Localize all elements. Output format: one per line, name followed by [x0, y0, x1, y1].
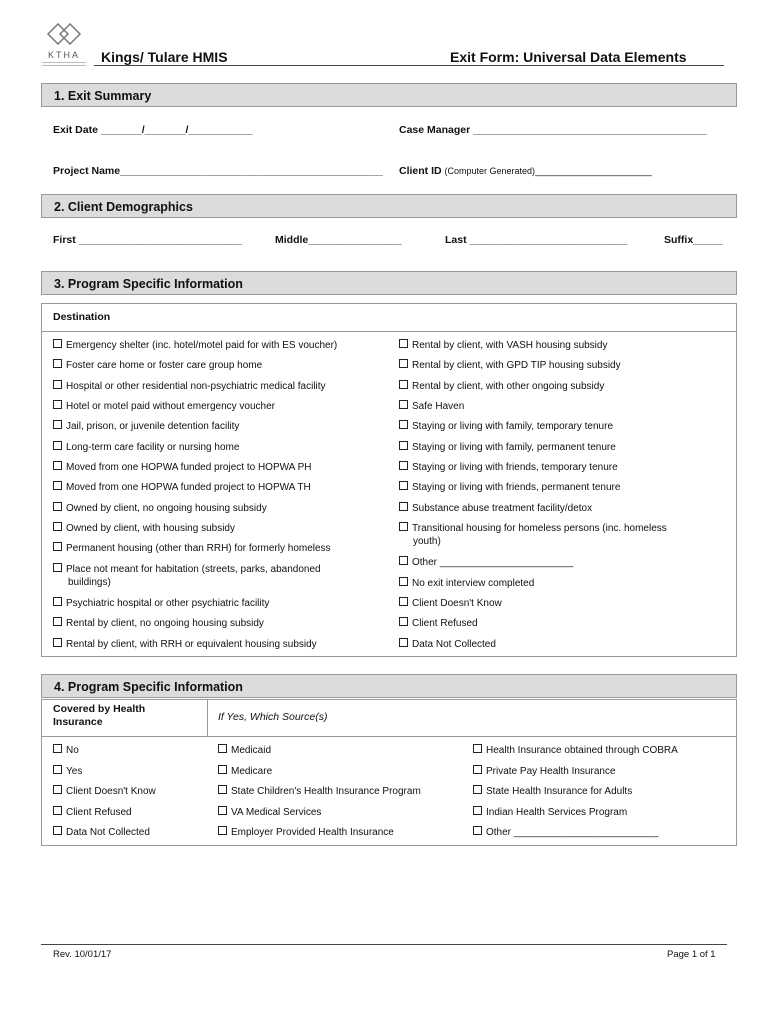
section-program-specific-3 [41, 271, 737, 295]
section-title: 2. Client Demographics [54, 200, 193, 214]
health-coverage-header: Covered by Health Insurance [53, 703, 146, 728]
checkbox-icon[interactable] [53, 359, 62, 368]
destination-option[interactable]: Client Refused [399, 617, 478, 630]
checkbox-icon[interactable] [53, 765, 62, 774]
last-name-field[interactable]: Last ___________________________ [445, 234, 628, 246]
section-client-demographics [41, 194, 737, 218]
checkbox-icon[interactable] [399, 522, 408, 531]
destination-option[interactable]: Permanent housing (other than RRH) for formerly homeless [53, 542, 331, 555]
checkbox-icon[interactable] [53, 522, 62, 531]
checkbox-icon[interactable] [53, 597, 62, 606]
revision-date: Rev. 10/01/17 [53, 949, 112, 960]
destination-option[interactable]: Owned by client, with housing subsidy [53, 522, 235, 535]
health-source-header: If Yes, Which Source(s) [218, 711, 328, 723]
section-title: 4. Program Specific Information [54, 680, 243, 694]
checkbox-icon[interactable] [399, 556, 408, 565]
checkbox-icon[interactable] [399, 597, 408, 606]
destination-option[interactable]: Place not meant for habitation (streets, parks, abandoned [53, 563, 321, 576]
checkbox-icon[interactable] [218, 785, 227, 794]
insurance-source-option[interactable]: Health Insurance obtained through COBRA [473, 744, 678, 757]
destination-option[interactable]: Staying or living with friends, temporary tenure [399, 461, 618, 474]
health-header-divider [41, 736, 737, 737]
checkbox-icon[interactable] [473, 765, 482, 774]
checkbox-icon[interactable] [399, 420, 408, 429]
checkbox-icon[interactable] [53, 461, 62, 470]
checkbox-icon[interactable] [53, 563, 62, 572]
destination-option[interactable]: Long-term care facility or nursing home [53, 441, 239, 454]
coverage-option[interactable]: Client Doesn't Know [53, 785, 156, 798]
checkbox-icon[interactable] [399, 502, 408, 511]
exit-date-field[interactable]: Exit Date _______/_______/___________ [53, 124, 253, 136]
suffix-field[interactable]: Suffix_____ [664, 234, 723, 246]
checkbox-icon[interactable] [473, 806, 482, 815]
destination-option[interactable]: Rental by client, with other ongoing subsidy [399, 380, 604, 393]
destination-option[interactable]: Substance abuse treatment facility/detox [399, 502, 592, 515]
health-insurance-table [41, 699, 737, 846]
checkbox-icon[interactable] [53, 744, 62, 753]
footer-rule [41, 944, 727, 945]
destination-header-divider [41, 331, 737, 332]
destination-option[interactable]: Psychiatric hospital or other psychiatric facility [53, 597, 269, 610]
destination-option[interactable]: Data Not Collected [399, 638, 496, 651]
checkbox-icon[interactable] [218, 826, 227, 835]
destination-option[interactable]: Rental by client, no ongoing housing subsidy [53, 617, 264, 630]
health-header-divider-vertical [207, 699, 208, 737]
coverage-option[interactable]: Client Refused [53, 806, 132, 819]
coverage-option[interactable]: No [53, 744, 79, 757]
checkbox-icon[interactable] [53, 502, 62, 511]
project-name-field[interactable]: Project Name_____________________________________________ [53, 165, 383, 177]
checkbox-icon[interactable] [53, 542, 62, 551]
client-id-label: Client ID [399, 165, 442, 177]
section-program-specific-4 [41, 674, 737, 698]
destination-option[interactable]: Staying or living with friends, permanent tenure [399, 481, 620, 494]
client-id-note: (Computer Generated) [444, 166, 536, 176]
checkbox-icon[interactable] [53, 400, 62, 409]
form-org-title: Kings/ Tulare HMIS [101, 49, 228, 65]
destination-option[interactable]: Owned by client, no ongoing housing subsidy [53, 502, 267, 515]
insurance-source-option[interactable]: State Health Insurance for Adults [473, 785, 632, 798]
destination-option-continued: buildings) [68, 577, 111, 588]
diamond-logo-icon [38, 22, 90, 50]
checkbox-icon[interactable] [53, 420, 62, 429]
form-title: Exit Form: Universal Data Elements [450, 49, 687, 65]
checkbox-icon[interactable] [218, 765, 227, 774]
insurance-source-option[interactable]: Medicaid [218, 744, 271, 757]
checkbox-icon[interactable] [218, 806, 227, 815]
ktha-logo [38, 22, 90, 72]
section-title: 3. Program Specific Information [54, 277, 243, 291]
checkbox-icon[interactable] [473, 826, 482, 835]
section-exit-summary [41, 83, 737, 107]
checkbox-icon[interactable] [399, 359, 408, 368]
destination-option[interactable]: Staying or living with family, temporary tenure [399, 420, 613, 433]
checkbox-icon[interactable] [218, 744, 227, 753]
coverage-option[interactable]: Data Not Collected [53, 826, 150, 839]
checkbox-icon[interactable] [473, 744, 482, 753]
checkbox-icon[interactable] [399, 577, 408, 586]
checkbox-icon[interactable] [53, 339, 62, 348]
checkbox-icon[interactable] [53, 826, 62, 835]
logo-tagline [42, 62, 86, 66]
checkbox-icon[interactable] [399, 380, 408, 389]
coverage-option[interactable]: Yes [53, 765, 82, 778]
checkbox-icon[interactable] [399, 339, 408, 348]
destination-option[interactable]: Emergency shelter (inc. hotel/motel paid for with ES voucher) [53, 339, 337, 352]
destination-option[interactable]: Hospital or other residential non-psychiatric medical facility [53, 380, 326, 393]
checkbox-icon[interactable] [53, 481, 62, 490]
destination-option[interactable]: Rental by client, with GPD TIP housing subsidy [399, 359, 621, 372]
destination-option[interactable]: Staying or living with family, permanent tenure [399, 441, 616, 454]
destination-option[interactable]: Rental by client, with VASH housing subsidy [399, 339, 607, 352]
middle-name-field[interactable]: Middle________________ [275, 234, 402, 246]
destination-option[interactable]: Jail, prison, or juvenile detention facility [53, 420, 239, 433]
insurance-source-option[interactable]: Employer Provided Health Insurance [218, 826, 394, 839]
destination-option[interactable]: Client Doesn't Know [399, 597, 502, 610]
checkbox-icon[interactable] [399, 400, 408, 409]
checkbox-icon[interactable] [53, 638, 62, 647]
checkbox-icon[interactable] [53, 806, 62, 815]
insurance-source-option[interactable]: Private Pay Health Insurance [473, 765, 616, 778]
section-title: 1. Exit Summary [54, 89, 152, 103]
case-manager-field[interactable]: Case Manager ________________________________________ [399, 124, 707, 136]
checkbox-icon[interactable] [399, 638, 408, 647]
header-rule [94, 65, 724, 66]
page-number: Page 1 of 1 [667, 949, 716, 960]
destination-option[interactable]: Safe Haven [399, 400, 464, 413]
first-name-field[interactable]: First ____________________________ [53, 234, 243, 246]
destination-header: Destination [53, 311, 111, 323]
destination-option[interactable]: Moved from one HOPWA funded project to HOPWA TH [53, 481, 311, 494]
insurance-source-option[interactable]: Medicare [218, 765, 272, 778]
destination-option[interactable]: Transitional housing for homeless persons (inc. homeless [399, 522, 667, 535]
logo-text: KTHA [47, 50, 80, 60]
checkbox-icon[interactable] [399, 441, 408, 450]
checkbox-icon[interactable] [473, 785, 482, 794]
destination-option[interactable]: Foster care home or foster care group home [53, 359, 262, 372]
checkbox-icon[interactable] [399, 461, 408, 470]
insurance-source-option-other[interactable]: Other __________________________ [473, 826, 658, 839]
destination-option[interactable]: Rental by client, with RRH or equivalent housing subsidy [53, 638, 317, 651]
checkbox-icon[interactable] [53, 380, 62, 389]
client-id-line: ____________________ [535, 165, 652, 177]
destination-option-other[interactable]: Other ________________________ [399, 556, 573, 569]
destination-option[interactable]: No exit interview completed [399, 577, 534, 590]
destination-option[interactable]: Moved from one HOPWA funded project to HOPWA PH [53, 461, 311, 474]
destination-option-continued: youth) [413, 536, 441, 547]
checkbox-icon[interactable] [399, 481, 408, 490]
client-id-field[interactable] [399, 165, 652, 177]
checkbox-icon[interactable] [399, 617, 408, 626]
checkbox-icon[interactable] [53, 617, 62, 626]
insurance-source-option[interactable]: VA Medical Services [218, 806, 321, 819]
insurance-source-option[interactable]: Indian Health Services Program [473, 806, 627, 819]
insurance-source-option[interactable]: State Children's Health Insurance Program [218, 785, 421, 798]
checkbox-icon[interactable] [53, 441, 62, 450]
destination-option[interactable]: Hotel or motel paid without emergency voucher [53, 400, 275, 413]
checkbox-icon[interactable] [53, 785, 62, 794]
